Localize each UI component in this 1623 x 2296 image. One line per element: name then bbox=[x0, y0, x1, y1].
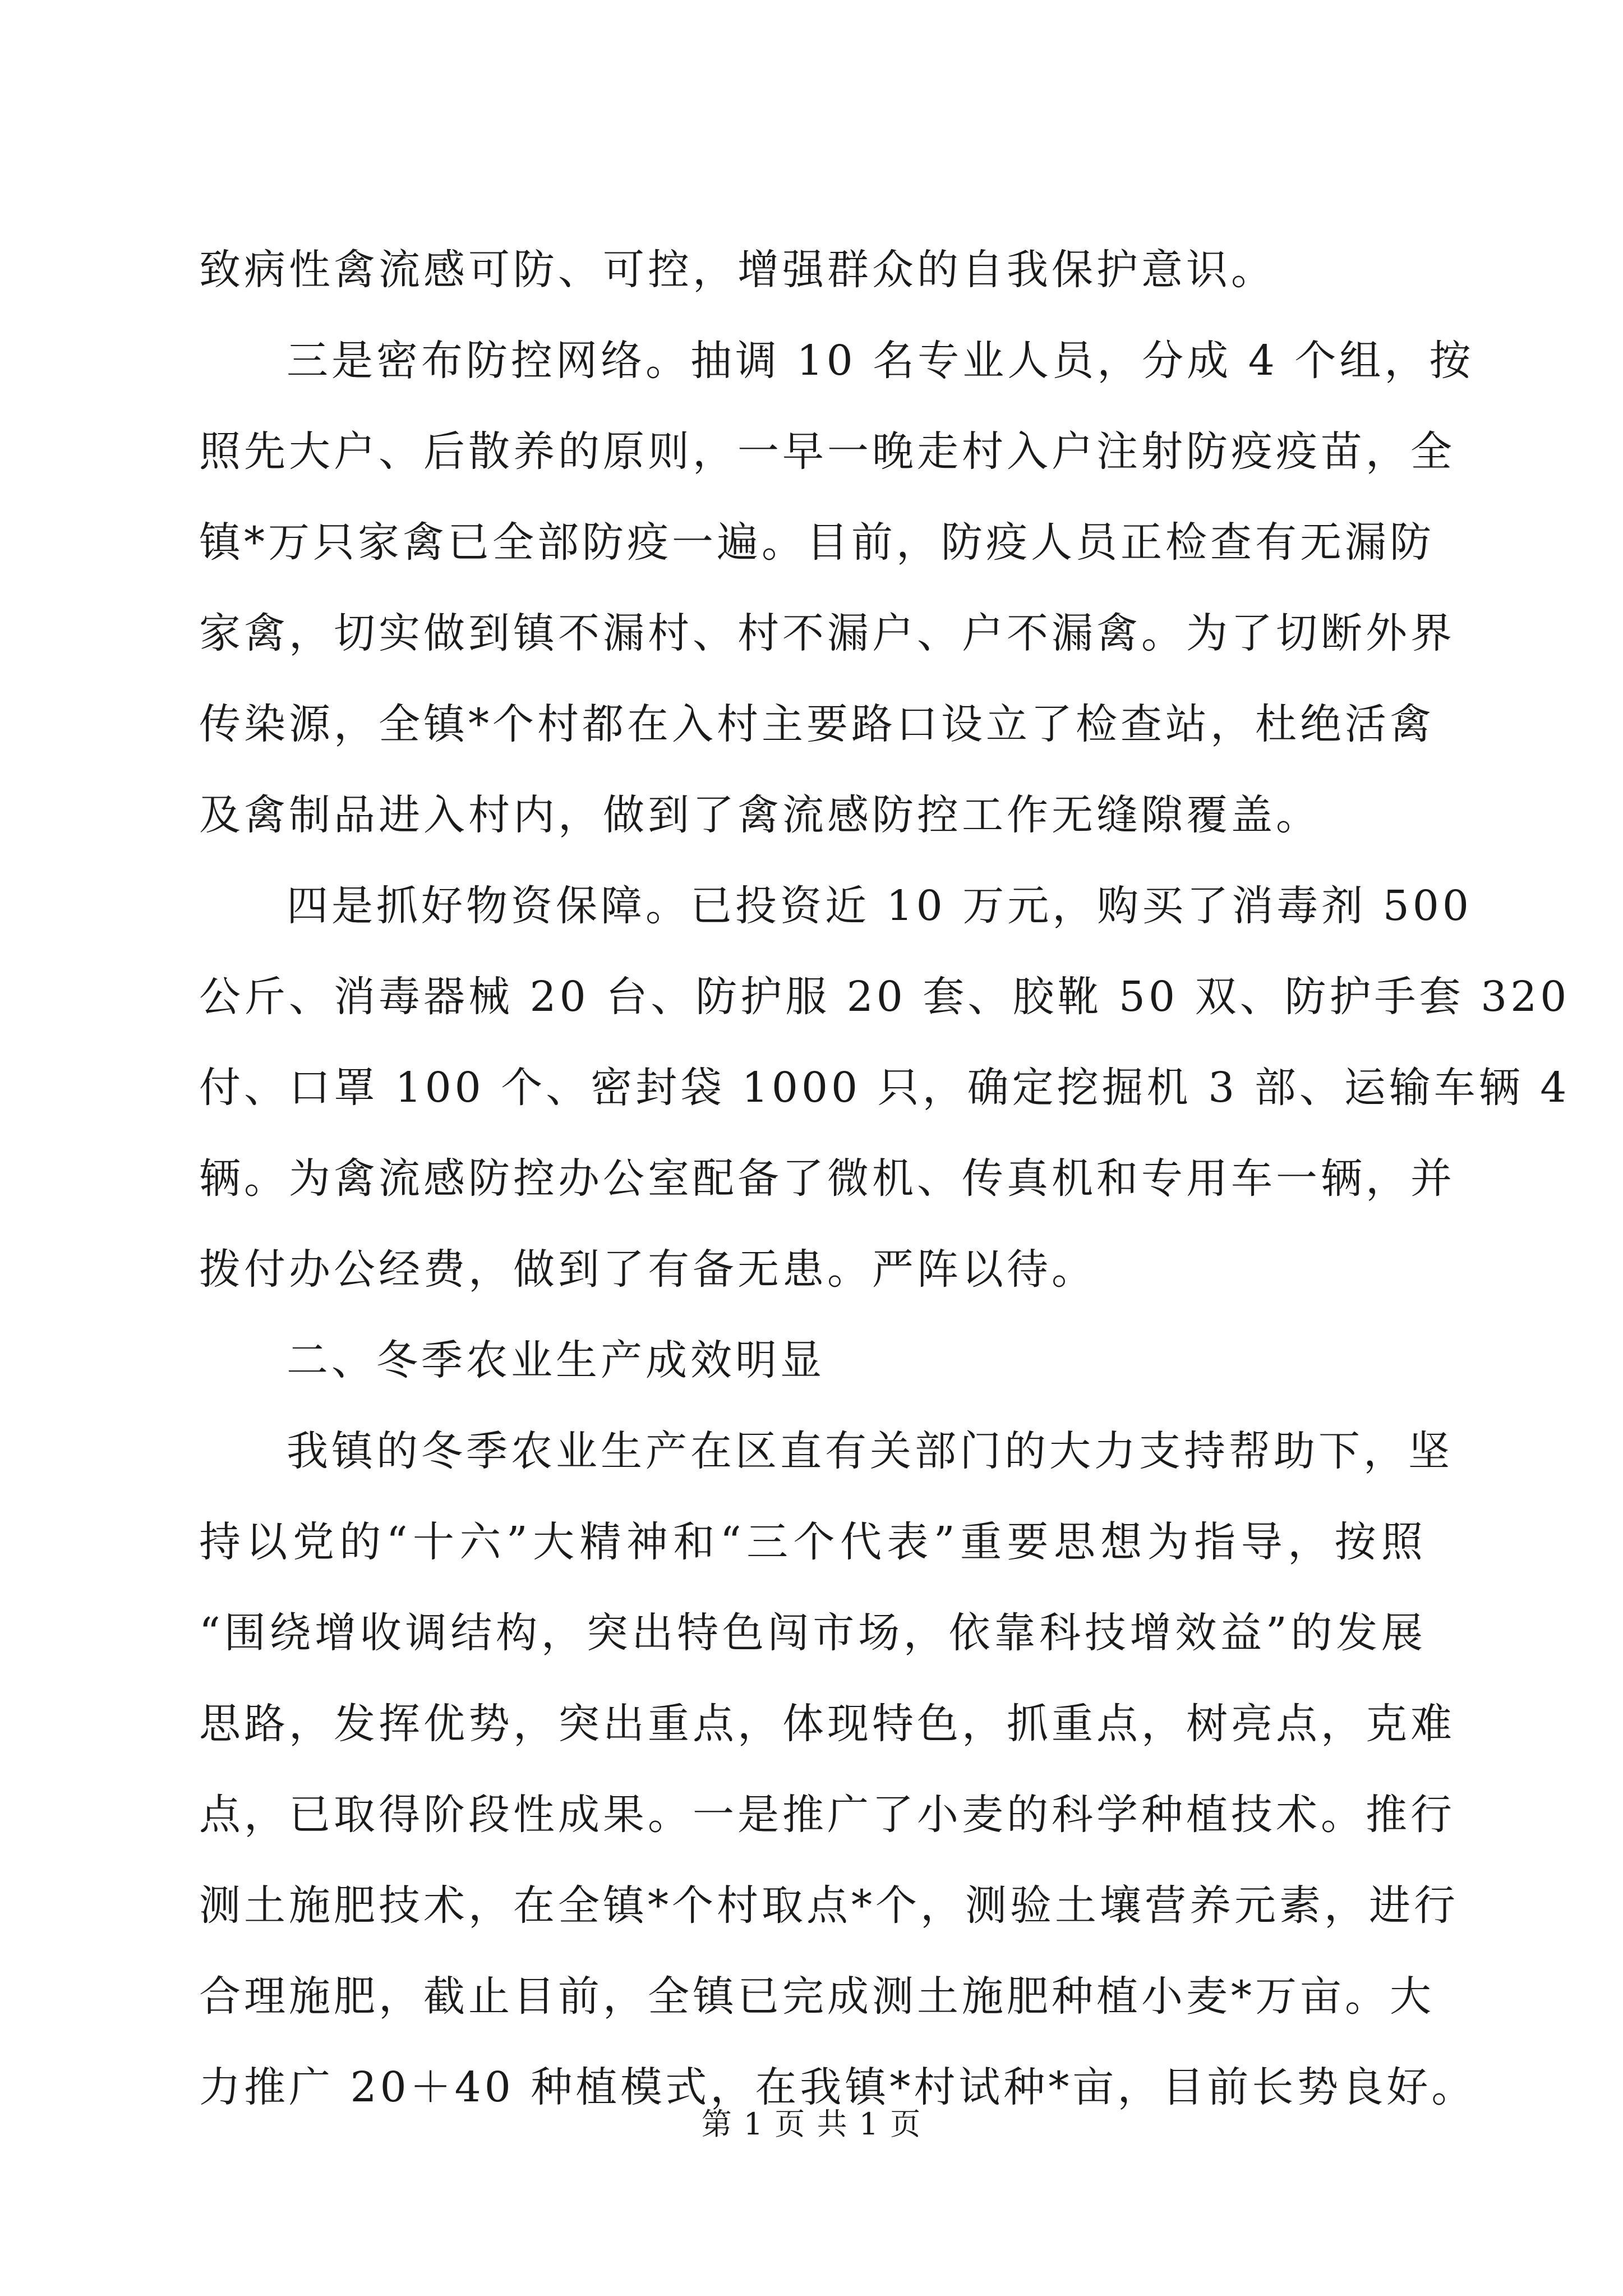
text-line: 拨付办公经费，做到了有备无患。严阵以待。 bbox=[199, 1245, 1096, 1294]
text-line: 思路，发挥优势，突出重点，体现特色，抓重点，树亮点，克难 bbox=[199, 1700, 1455, 1748]
text-line: 及禽制品进入村内，做到了禽流感防控工作无缝隙覆盖。 bbox=[199, 791, 1321, 839]
text-line: 致病性禽流感可防、可控，增强群众的自我保护意识。 bbox=[199, 246, 1276, 294]
page-number-footer: 第 1 页 共 1 页 bbox=[701, 2106, 922, 2142]
text-line: 公斤、消毒器械 20 台、防护服 20 套、胶靴 50 双、防护手套 320 bbox=[199, 973, 1570, 1021]
document-body bbox=[199, 224, 1570, 2133]
text-line: 辆。为禽流感防控办公室配备了微机、传真机和专用车一辆，并 bbox=[199, 1154, 1455, 1203]
text-line: 照先大户、后散养的原则，一早一晚走村入户注射防疫疫苗，全 bbox=[199, 427, 1455, 476]
text-line: 持以党的“十六”大精神和“三个代表”重要思想为指导，按照 bbox=[199, 1518, 1426, 1566]
text-line: 测土施肥技术，在全镇*个村取点*个，测验土壤营养元素，进行 bbox=[199, 1881, 1459, 1930]
text-line: “围绕增收调结构，突出特色闯市场，依靠科技增效益”的发展 bbox=[199, 1609, 1426, 1657]
text-line: 力推广 20＋40 种植模式，在我镇*村试种*亩，目前长势良好。 bbox=[199, 2063, 1477, 2111]
text-line: 合理施肥，截止目前，全镇已完成测土施肥种植小麦*万亩。大 bbox=[199, 1972, 1435, 2021]
paragraph-heading-line: 三是密布防控网络。抽调 10 名专业人员，分成 4 个组，按 bbox=[287, 337, 1474, 385]
paragraph-heading-line: 四是抓好物资保障。已投资近 10 万元，购买了消毒剂 500 bbox=[287, 882, 1472, 930]
paragraph-heading-line: 我镇的冬季农业生产在区直有关部门的大力支持帮助下，坚 bbox=[287, 1427, 1453, 1475]
text-line: 家禽，切实做到镇不漏村、村不漏户、户不漏禽。为了切断外界 bbox=[199, 609, 1455, 657]
text-line: 传染源，全镇*个村都在入村主要路口设立了检查站，杜绝活禽 bbox=[199, 700, 1435, 748]
text-line: 点，已取得阶段性成果。一是推广了小麦的科学种植技术。推行 bbox=[199, 1791, 1455, 1839]
section-heading: 二、冬季农业生产成效明显 bbox=[287, 1336, 825, 1384]
text-line: 付、口罩 100 个、密封袋 1000 只，确定挖掘机 3 部、运输车辆 4 bbox=[199, 1064, 1570, 1112]
text-line: 镇*万只家禽已全部防疫一遍。目前，防疫人员正检查有无漏防 bbox=[199, 518, 1435, 567]
